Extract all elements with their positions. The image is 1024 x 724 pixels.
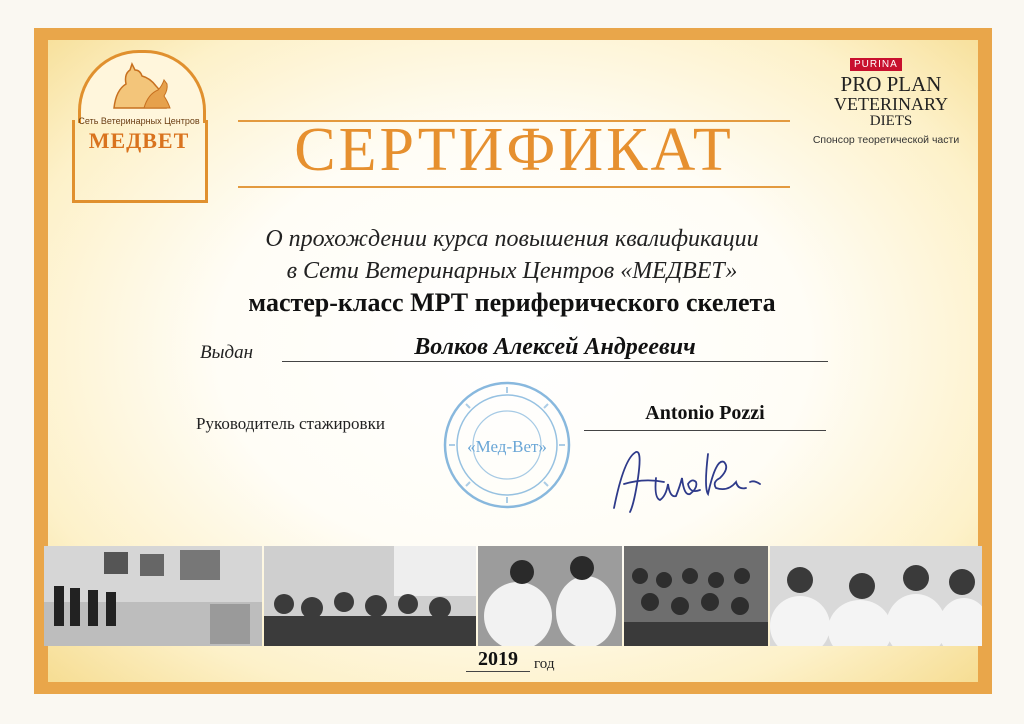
cat-dog-icon	[104, 60, 174, 112]
stamp-center-text: «Мед-Вет»	[467, 437, 547, 456]
stamp-seal	[438, 378, 576, 512]
veterinary-text: VETERINARY	[834, 94, 948, 114]
course-description-line-2: в Сети Ветеринарных Центров «МЕДВЕТ»	[286, 258, 738, 284]
course-title: мастер-класс МРТ периферического скелета	[248, 288, 776, 317]
supervisor-label: Руководитель стажировки	[196, 414, 385, 433]
year-suffix: год	[534, 656, 555, 672]
photo-audience	[264, 546, 476, 646]
year-value: 2019	[478, 648, 518, 670]
photo-strip	[44, 546, 982, 646]
signature-image	[604, 438, 774, 522]
year-underline	[466, 671, 530, 672]
photo-group	[770, 546, 982, 646]
diets-text: DIETS	[869, 113, 913, 129]
logo-name: МЕДВЕТ	[88, 128, 190, 153]
photo-practice	[478, 546, 622, 646]
supervisor-name: Antonio Pozzi	[645, 402, 765, 424]
purina-badge: PURINA	[850, 58, 902, 71]
logo-network-text: Сеть Ветеринарных Центров	[78, 116, 200, 126]
proplan-text: PRO PLAN	[840, 72, 942, 96]
title-rule-bottom	[238, 186, 790, 188]
supervisor-underline	[584, 430, 826, 431]
medvet-logo	[70, 50, 208, 154]
photo-lecture	[624, 546, 768, 646]
certificate-title: СЕРТИФИКАТ	[294, 116, 734, 184]
issued-underline	[282, 361, 828, 362]
recipient-name: Волков Алексей Андреевич	[414, 334, 696, 360]
issued-label: Выдан	[200, 342, 254, 363]
sponsor-note: Спонсор теоретической части	[812, 134, 960, 146]
logo-text-box	[70, 116, 202, 200]
course-description-line-1: О прохождении курса повышения квалификации	[265, 226, 759, 252]
photo-hall	[44, 546, 262, 646]
sponsor-block	[806, 58, 966, 154]
